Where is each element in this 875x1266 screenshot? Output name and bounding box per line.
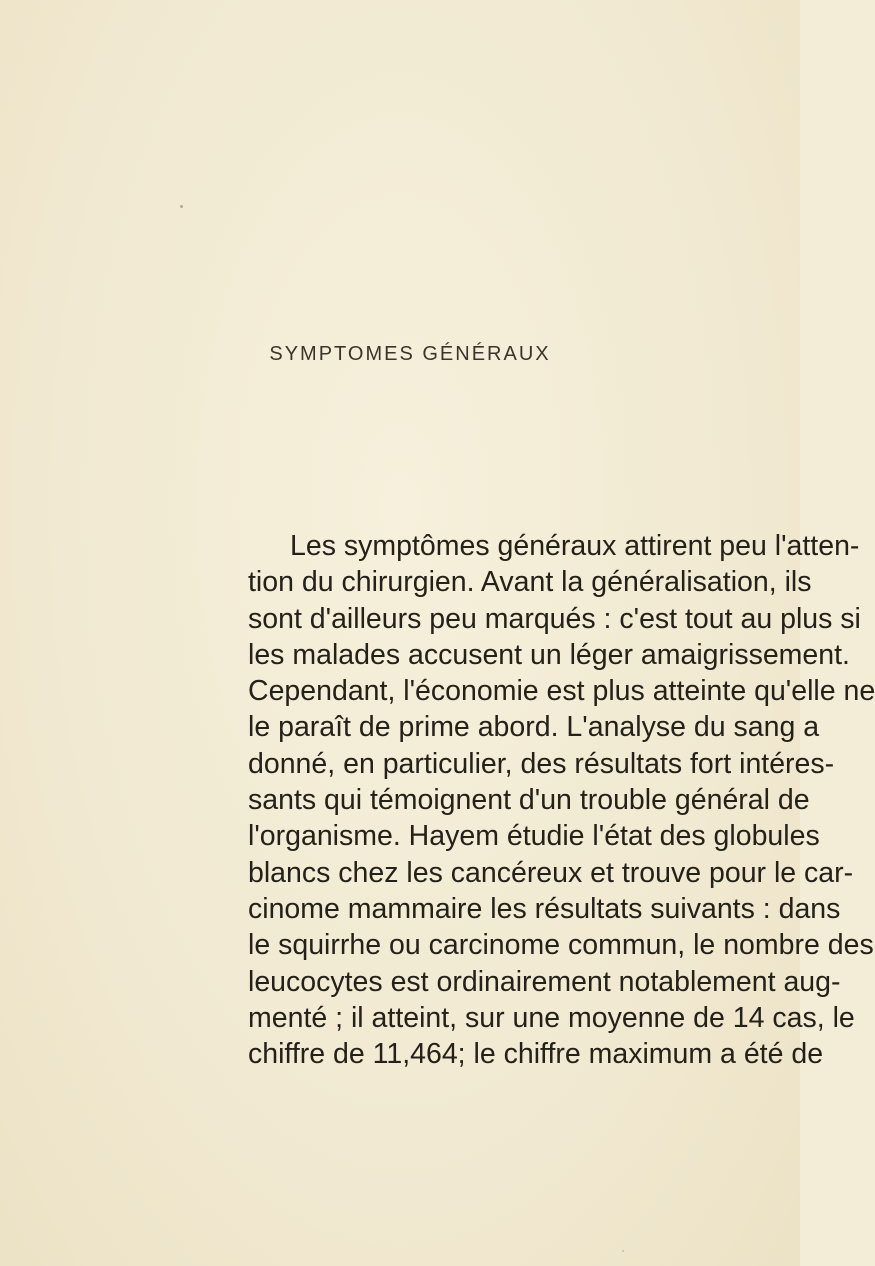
text-line: sants qui témoignent d'un trouble général de xyxy=(248,784,810,817)
text-line: Les symptômes généraux attirent peu l'atten- xyxy=(290,530,860,562)
text-line: blancs chez les cancéreux et trouve pour le car- xyxy=(248,856,854,889)
running-head: SYMPTOMES GÉNÉRAUX xyxy=(269,343,551,365)
text-line: le squirrhe ou carcinome commun, le nombre des xyxy=(248,929,874,962)
paper-speck xyxy=(622,1250,624,1252)
paper-speck xyxy=(180,205,183,208)
text-line: cinome mammaire les résultats suivants : dans xyxy=(248,892,841,925)
text-line: sont d'ailleurs peu marqués : c'est tout au plus si xyxy=(248,602,861,635)
text-line: leucocytes est ordinairement notablement aug- xyxy=(248,965,841,998)
text-line: menté ; il atteint, sur une moyenne de 14 cas, le xyxy=(248,1001,855,1034)
paragraph xyxy=(248,528,875,1072)
text-line: Cependant, l'économie est plus atteinte qu'elle ne xyxy=(248,675,875,708)
text-line: les malades accusent un léger amaigrissement. xyxy=(248,638,850,671)
text-line: l'organisme. Hayem étudie l'état des globules xyxy=(248,820,820,853)
text-line: le paraît de prime abord. L'analyse du sang a xyxy=(248,711,820,744)
text-line: chiffre de 11,464; le chiffre maximum a été de xyxy=(248,1038,824,1071)
text-line: tion du chirurgien. Avant la généralisation, ils xyxy=(248,566,812,599)
text-line: donné, en particulier, des résultats fort intéres- xyxy=(248,747,835,780)
